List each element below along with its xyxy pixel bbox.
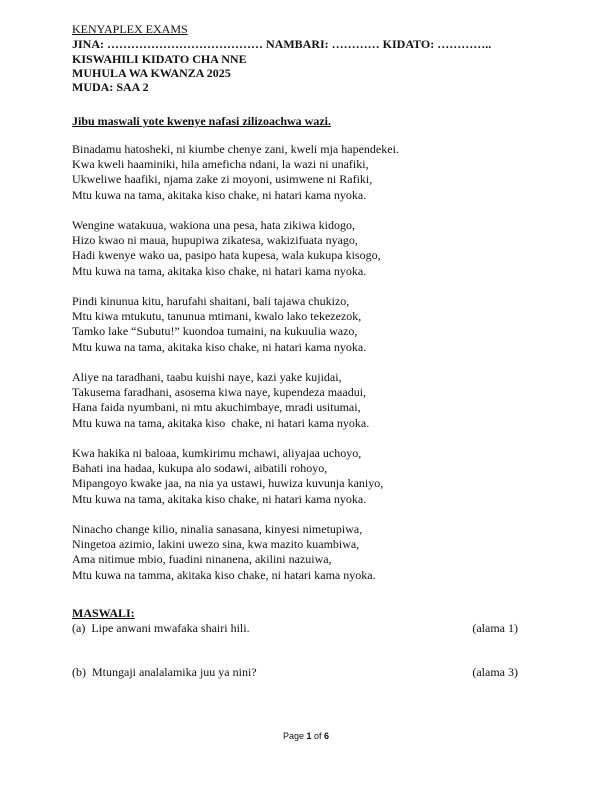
publisher: KENYAPLEX EXAMS bbox=[72, 22, 188, 36]
poem-line: Takusema faradhani, asosema kiwa naye, kupendeza maadui, bbox=[72, 385, 367, 400]
poem-line: Hizo kwao ni maua, hupupiwa zikatesa, wakizifuata nyago, bbox=[72, 233, 358, 248]
poem-line: Bahati ina hadaa, kukupa alo sodawi, aibatili rohoyo, bbox=[72, 461, 328, 476]
total-pages: 6 bbox=[324, 731, 330, 741]
poem-line: Mtu kuwa na tama, akitaka kiso chake, ni hatari kama nyoka. bbox=[72, 339, 367, 354]
questions-heading: MASWALI: bbox=[72, 606, 135, 620]
poem-stanza bbox=[72, 142, 399, 203]
poem-stanza bbox=[72, 370, 369, 431]
poem-stanza bbox=[72, 294, 366, 355]
question-marks: (alama 1) bbox=[472, 621, 518, 635]
poem-line: Ukweliwe haafiki, njama zake zi moyoni, usimwene ni Rafiki, bbox=[72, 172, 373, 187]
duration: MUDA: SAA 2 bbox=[72, 80, 149, 94]
subject-title: KISWAHILI KIDATO CHA NNE bbox=[72, 52, 247, 66]
poem-stanza bbox=[72, 446, 383, 507]
student-info-line: JINA: ………………………………… NAMBARI: ………… KIDATO: ………….. bbox=[72, 37, 492, 51]
poem-line: Wengine watakuua, wakiona una pesa, hata zikiwa kidogo, bbox=[72, 218, 355, 232]
poem-line: Hadi kwenye wako ua, pasipo hata kupesa, wala kukupa kisogo, bbox=[72, 248, 381, 263]
instruction: Jibu maswali yote kwenye nafasi zilizoachwa wazi. bbox=[72, 114, 331, 128]
page-footer bbox=[0, 731, 612, 741]
question-marks: (alama 3) bbox=[472, 665, 518, 679]
poem-stanza bbox=[72, 218, 381, 279]
poem-line: Mtu kiwa mtukutu, tanunua mtimani, kwalo lako tekezezok, bbox=[72, 309, 362, 324]
poem-line: Ningetoa azimio, lakini uwezo sina, kwa mazito kuambiwa, bbox=[72, 537, 360, 552]
poem-line: Mipangoyo kwake jaa, na nia ya ustawi, huwiza kuvunja kaniyo, bbox=[72, 476, 384, 491]
page-word: Page bbox=[282, 731, 304, 741]
question-text: (b) Mtungaji analalamika juu ya nini? bbox=[72, 665, 257, 679]
of-word: of bbox=[314, 731, 322, 741]
current-page: 1 bbox=[306, 731, 312, 741]
poem-line: Mtu kuwa na tamma, akitaka kiso chake, ni hatari kama nyoka. bbox=[72, 567, 376, 582]
poem-line: Mtu kuwa na tama, akitaka kiso chake, ni hatari kama nyoka. bbox=[72, 263, 367, 278]
poem-line: Hana faida nyumbani, ni mtu akuchimbaye, mradi usitumai, bbox=[72, 400, 361, 415]
question-b bbox=[72, 665, 518, 680]
poem-line: Pindi kinunua kitu, harufahi shaitani, bali tajawa chukizo, bbox=[72, 294, 350, 308]
term: MUHULA WA KWANZA 2025 bbox=[72, 66, 231, 80]
poem-line: Aliye na taradhani, taabu kuishi naye, kazi yake kujidai, bbox=[72, 370, 342, 384]
poem-line: Ninacho change kilio, ninalia sanasana, kinyesi nimetupiwa, bbox=[72, 522, 363, 536]
poem-line: Mtu kuwa na tama, akitaka kiso chake, ni hatari kama nyoka. bbox=[72, 491, 367, 506]
poem-line: Ama nitimue mbio, fuadini ninanena, akilini nazuiwa, bbox=[72, 552, 332, 567]
poem-line: Tamko lake “Subutu!” kuondoa tumaini, na kukuulia wazo, bbox=[72, 324, 358, 339]
poem-line: Kwa hakika ni baloaa, kumkirimu mchawi, aliyajaa uchoyo, bbox=[72, 446, 362, 460]
poem-line: Kwa kweli haaminiki, hila ameficha ndani, la wazi ni unafiki, bbox=[72, 157, 369, 172]
poem-stanza bbox=[72, 522, 376, 583]
poem-line: Binadamu hatosheki, ni kiumbe chenye zani, kweli mja hapendekei. bbox=[72, 142, 399, 156]
question-text: (a) Lipe anwani mwafaka shairi hili. bbox=[72, 621, 250, 635]
poem-line: Mtu kuwa na tama, akitaka kiso chake, ni hatari kama nyoka. bbox=[72, 415, 370, 430]
question-a bbox=[72, 621, 518, 636]
poem-line: Mtu kuwa na tama, akitaka kiso chake, ni hatari kama nyoka. bbox=[72, 187, 367, 202]
